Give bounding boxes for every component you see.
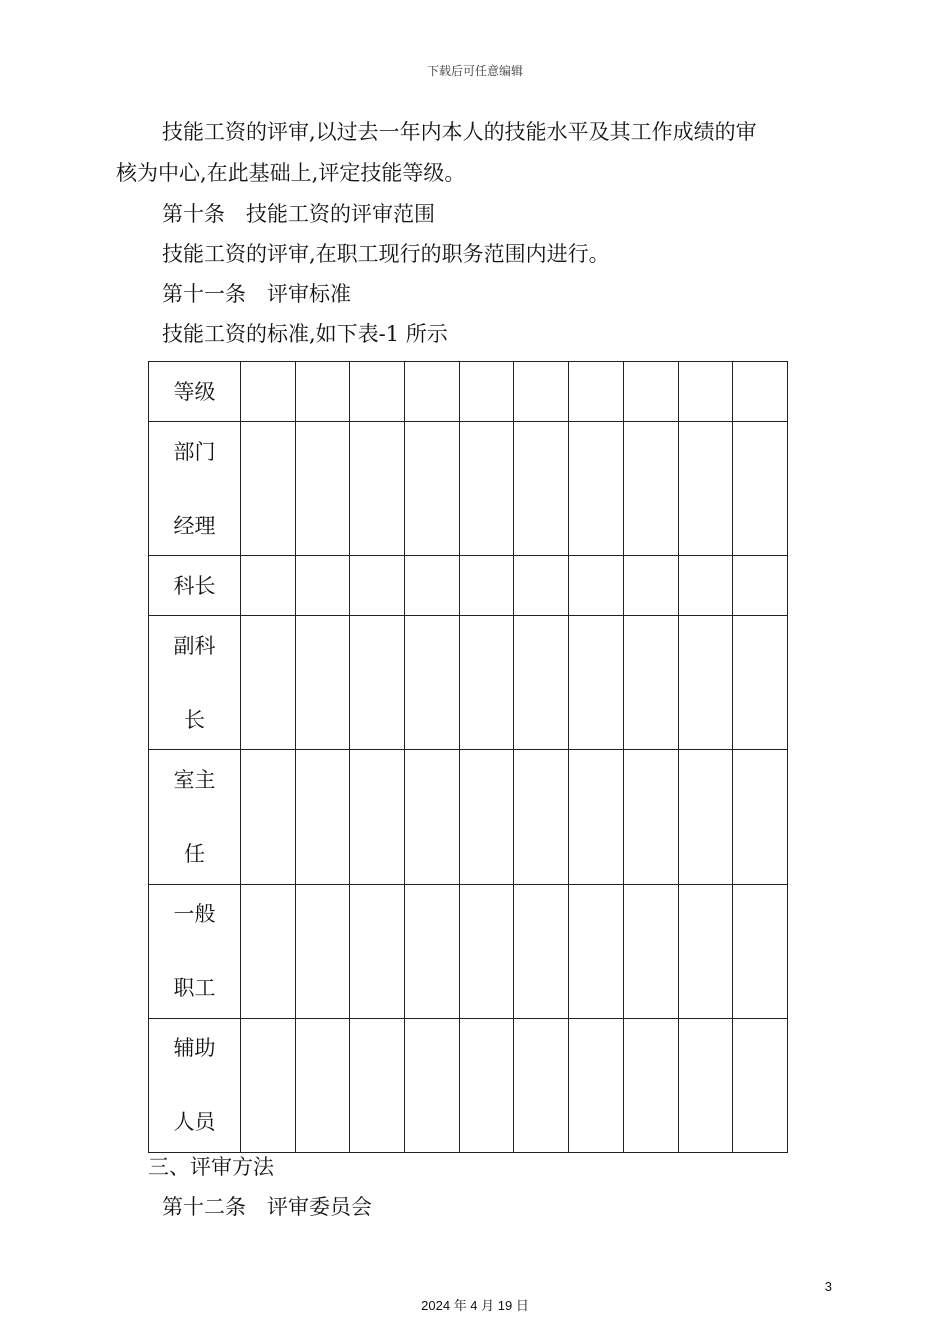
row-header: 辅助 人员 bbox=[149, 1018, 241, 1152]
table-cell bbox=[733, 422, 788, 556]
table-cell bbox=[295, 1018, 350, 1152]
table-cell bbox=[405, 750, 460, 884]
table-cell bbox=[350, 422, 405, 556]
paragraph-line: 技能工资的评审,在职工现行的职务范围内进行。 bbox=[162, 242, 610, 266]
page-number: 3 bbox=[824, 1279, 832, 1294]
table-cell bbox=[459, 750, 514, 884]
table-cell bbox=[459, 884, 514, 1018]
table-cell bbox=[623, 422, 678, 556]
row-header: 副科 长 bbox=[149, 616, 241, 750]
table-cell bbox=[569, 616, 624, 750]
table-cell bbox=[350, 750, 405, 884]
table-cell bbox=[459, 362, 514, 422]
table-cell bbox=[569, 750, 624, 884]
table-cell bbox=[623, 362, 678, 422]
table-cell bbox=[241, 884, 296, 1018]
row-header: 一般 职工 bbox=[149, 884, 241, 1018]
table-cell bbox=[241, 556, 296, 616]
table-cell bbox=[514, 362, 569, 422]
table-cell bbox=[623, 884, 678, 1018]
row-header: 等级 bbox=[149, 362, 241, 422]
article-heading: 第十一条 评审标准 bbox=[162, 282, 351, 306]
table-row bbox=[149, 1018, 788, 1152]
table-cell bbox=[733, 362, 788, 422]
table-cell bbox=[350, 556, 405, 616]
table-cell bbox=[350, 616, 405, 750]
table-row bbox=[149, 616, 788, 750]
table-cell bbox=[241, 616, 296, 750]
table-cell bbox=[569, 556, 624, 616]
table-cell bbox=[295, 556, 350, 616]
table-cell bbox=[678, 616, 733, 750]
table-cell bbox=[733, 616, 788, 750]
table-cell bbox=[405, 362, 460, 422]
table-cell bbox=[623, 556, 678, 616]
article-heading: 第十二条 评审委员会 bbox=[162, 1195, 372, 1219]
table-cell bbox=[514, 556, 569, 616]
table-cell bbox=[514, 422, 569, 556]
table-cell bbox=[733, 884, 788, 1018]
table-cell bbox=[459, 616, 514, 750]
table-cell bbox=[678, 422, 733, 556]
table-cell bbox=[405, 616, 460, 750]
table-cell bbox=[678, 556, 733, 616]
table-cell bbox=[569, 362, 624, 422]
table-cell bbox=[295, 362, 350, 422]
page-header: 下载后可任意编辑 bbox=[426, 64, 523, 78]
table-cell bbox=[350, 1018, 405, 1152]
table-cell bbox=[569, 422, 624, 556]
table-cell bbox=[733, 556, 788, 616]
table-cell bbox=[405, 422, 460, 556]
table-cell bbox=[678, 884, 733, 1018]
table-row bbox=[149, 556, 788, 616]
table-cell bbox=[514, 616, 569, 750]
row-header: 科长 bbox=[149, 556, 241, 616]
table-row bbox=[149, 362, 788, 422]
table-cell bbox=[459, 556, 514, 616]
table-cell bbox=[514, 884, 569, 1018]
paragraph-line: 技能工资的评审,以过去一年内本人的技能水平及其工作成绩的审 bbox=[162, 120, 757, 144]
row-header: 部门 经理 bbox=[149, 422, 241, 556]
table-row bbox=[149, 422, 788, 556]
table-cell bbox=[295, 884, 350, 1018]
table-cell bbox=[678, 750, 733, 884]
table-cell bbox=[569, 884, 624, 1018]
table-cell bbox=[405, 884, 460, 1018]
table-cell bbox=[678, 362, 733, 422]
table-cell bbox=[514, 750, 569, 884]
table-cell bbox=[623, 750, 678, 884]
table-cell bbox=[350, 884, 405, 1018]
table-cell bbox=[514, 1018, 569, 1152]
table-cell bbox=[733, 750, 788, 884]
table-cell bbox=[241, 750, 296, 884]
article-heading: 第十条 技能工资的评审范围 bbox=[162, 202, 435, 226]
table-cell bbox=[678, 1018, 733, 1152]
table-cell bbox=[295, 422, 350, 556]
page-footer-date: 2024 年 4 月 19 日 bbox=[421, 1298, 529, 1313]
paragraph-line: 核为中心,在此基础上,评定技能等级。 bbox=[116, 161, 466, 185]
table-cell bbox=[459, 1018, 514, 1152]
table-cell bbox=[241, 1018, 296, 1152]
table-cell bbox=[241, 362, 296, 422]
table-cell bbox=[623, 1018, 678, 1152]
table-cell bbox=[733, 1018, 788, 1152]
table-cell bbox=[459, 422, 514, 556]
table-cell bbox=[295, 750, 350, 884]
table-row bbox=[149, 884, 788, 1018]
table-cell bbox=[569, 1018, 624, 1152]
table-cell bbox=[405, 556, 460, 616]
paragraph-line: 技能工资的标准,如下表-1 所示 bbox=[162, 322, 448, 346]
section-heading: 三、评审方法 bbox=[148, 1155, 274, 1179]
table-cell bbox=[623, 616, 678, 750]
table-cell bbox=[295, 616, 350, 750]
row-header: 室主 任 bbox=[149, 750, 241, 884]
table-row bbox=[149, 750, 788, 884]
table-cell bbox=[241, 422, 296, 556]
table-cell bbox=[405, 1018, 460, 1152]
table-cell bbox=[350, 362, 405, 422]
skill-wage-table bbox=[148, 361, 788, 1153]
